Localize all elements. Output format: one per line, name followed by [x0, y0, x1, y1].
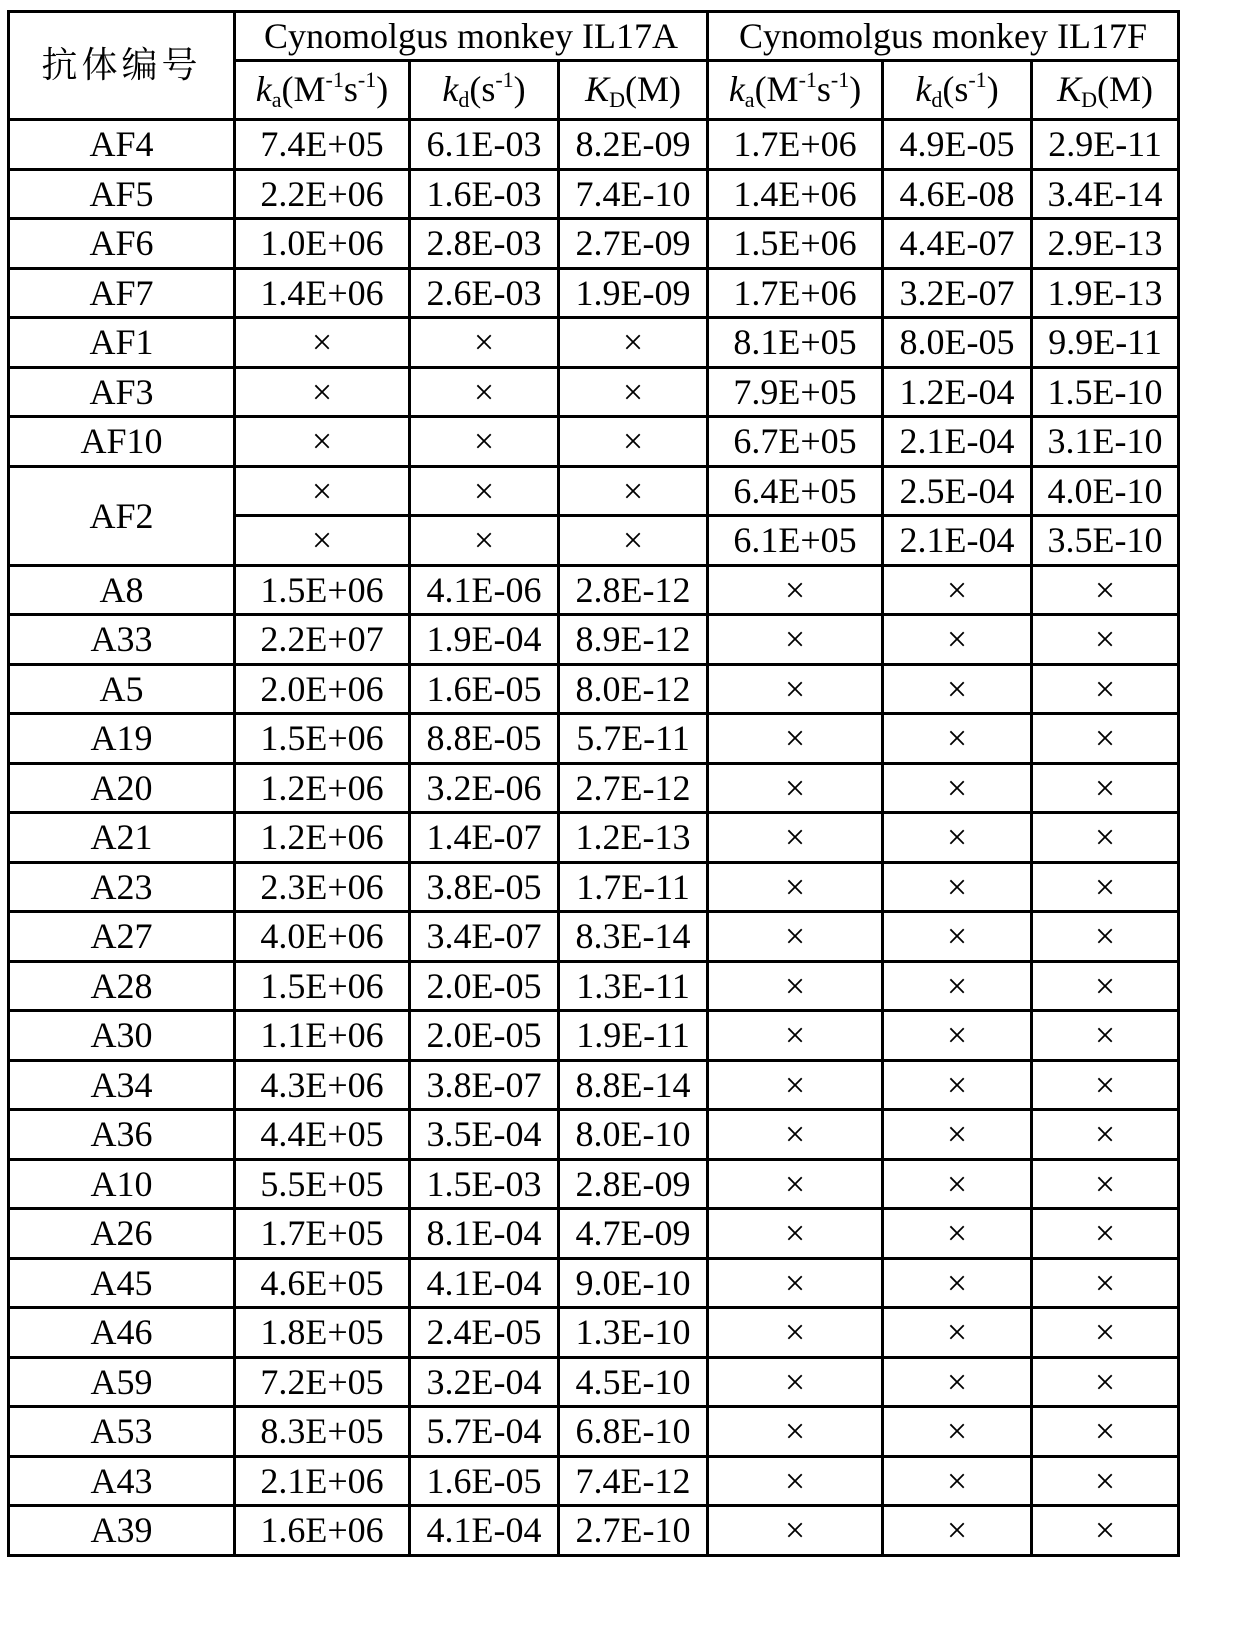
not-detected-cell: × [1032, 1357, 1179, 1407]
value-cell-KD-il17f: 3.1E-10 [1032, 417, 1179, 467]
value-cell-ka-il17a: 7.4E+05 [235, 120, 410, 170]
antibody-id-cell: A43 [9, 1456, 235, 1506]
not-detected-cell: × [1032, 1209, 1179, 1259]
not-detected-cell: × [235, 417, 410, 467]
antibody-id-cell: A26 [9, 1209, 235, 1259]
antibody-id-cell: A5 [9, 664, 235, 714]
not-detected-cell: × [1032, 912, 1179, 962]
not-detected-cell: × [235, 516, 410, 566]
value-cell-ka-il17f: 1.5E+06 [708, 219, 883, 269]
not-detected-cell: × [883, 1506, 1032, 1556]
rate-subscript: a [744, 87, 755, 112]
value-cell-KD-il17a: 7.4E-12 [559, 1456, 708, 1506]
unit-exponent: -1 [830, 67, 850, 92]
not-detected-cell: × [883, 1110, 1032, 1160]
not-detected-cell: × [1032, 1407, 1179, 1457]
not-detected-cell: × [883, 1011, 1032, 1061]
value-cell-ka-il17a: 8.3E+05 [235, 1407, 410, 1457]
table-row [9, 268, 1179, 318]
antibody-id-cell: A23 [9, 862, 235, 912]
unit-text: ) [513, 69, 526, 109]
not-detected-cell: × [1032, 1456, 1179, 1506]
not-detected-cell: × [1032, 813, 1179, 863]
value-cell-ka-il17f: 6.7E+05 [708, 417, 883, 467]
table-row [9, 219, 1179, 269]
rate-symbol: k [915, 69, 932, 109]
not-detected-cell: × [235, 318, 410, 368]
group-header-row [9, 12, 1179, 61]
value-cell-kd-il17a: 5.7E-04 [410, 1407, 559, 1457]
value-cell-kd-il17f: 4.6E-08 [883, 169, 1032, 219]
rate-symbol: K [1057, 69, 1082, 109]
rate-symbol: k [442, 69, 459, 109]
value-cell-KD-il17f: 9.9E-11 [1032, 318, 1179, 368]
table-row [9, 1159, 1179, 1209]
not-detected-cell: × [708, 1159, 883, 1209]
not-detected-cell: × [708, 714, 883, 764]
value-cell-kd-il17a: 1.6E-05 [410, 664, 559, 714]
value-cell-kd-il17a: 4.1E-06 [410, 565, 559, 615]
binding-kinetics-table [7, 10, 1180, 1557]
value-cell-KD-il17f: 1.9E-13 [1032, 268, 1179, 318]
value-cell-KD-il17a: 8.9E-12 [559, 615, 708, 665]
not-detected-cell: × [1032, 961, 1179, 1011]
table-row [9, 664, 1179, 714]
value-cell-KD-il17a: 1.3E-10 [559, 1308, 708, 1358]
value-cell-ka-il17a: 1.6E+06 [235, 1506, 410, 1556]
not-detected-cell: × [708, 615, 883, 665]
not-detected-cell: × [559, 367, 708, 417]
not-detected-cell: × [883, 912, 1032, 962]
value-cell-KD-il17f: 2.9E-11 [1032, 120, 1179, 170]
not-detected-cell: × [883, 813, 1032, 863]
value-cell-ka-il17a: 1.2E+06 [235, 763, 410, 813]
value-cell-ka-il17a: 2.2E+07 [235, 615, 410, 665]
antibody-id-cell: A36 [9, 1110, 235, 1160]
not-detected-cell: × [1032, 1159, 1179, 1209]
not-detected-cell: × [883, 1159, 1032, 1209]
not-detected-cell: × [410, 367, 559, 417]
value-cell-KD-il17a: 4.7E-09 [559, 1209, 708, 1259]
table-row [9, 1407, 1179, 1457]
not-detected-cell: × [1032, 714, 1179, 764]
value-cell-KD-il17f: 3.4E-14 [1032, 169, 1179, 219]
value-cell-kd-il17a: 3.8E-05 [410, 862, 559, 912]
not-detected-cell: × [1032, 664, 1179, 714]
antibody-id-cell: A19 [9, 714, 235, 764]
table-row [9, 714, 1179, 764]
value-cell-kd-il17a: 2.8E-03 [410, 219, 559, 269]
antibody-id-cell: AF1 [9, 318, 235, 368]
not-detected-cell: × [708, 1407, 883, 1457]
not-detected-cell: × [708, 1308, 883, 1358]
table-row [9, 1209, 1179, 1259]
value-cell-KD-il17a: 8.8E-14 [559, 1060, 708, 1110]
unit-text: (M [281, 69, 326, 109]
rate-subscript: D [609, 87, 625, 112]
value-cell-kd-il17a: 3.8E-07 [410, 1060, 559, 1110]
not-detected-cell: × [883, 1308, 1032, 1358]
table-row [9, 1506, 1179, 1556]
not-detected-cell: × [1032, 1110, 1179, 1160]
not-detected-cell: × [883, 862, 1032, 912]
not-detected-cell: × [559, 417, 708, 467]
value-cell-KD-il17f: 2.9E-13 [1032, 219, 1179, 269]
antibody-id-cell: A28 [9, 961, 235, 1011]
value-cell-kd-il17f: 8.0E-05 [883, 318, 1032, 368]
not-detected-cell: × [883, 1456, 1032, 1506]
value-cell-kd-il17a: 8.8E-05 [410, 714, 559, 764]
unit-text: s [816, 69, 831, 109]
value-cell-ka-il17a: 1.2E+06 [235, 813, 410, 863]
not-detected-cell: × [708, 565, 883, 615]
not-detected-cell: × [708, 763, 883, 813]
antibody-id-cell: A30 [9, 1011, 235, 1061]
antibody-id-cell: A20 [9, 763, 235, 813]
value-cell-ka-il17f: 8.1E+05 [708, 318, 883, 368]
not-detected-cell: × [708, 912, 883, 962]
value-cell-KD-il17a: 8.2E-09 [559, 120, 708, 170]
not-detected-cell: × [1032, 1506, 1179, 1556]
unit-text: (s [942, 69, 969, 109]
table-header [9, 12, 1179, 120]
unit-text: (M [754, 69, 799, 109]
table-row [9, 763, 1179, 813]
value-cell-KD-il17f: 1.5E-10 [1032, 367, 1179, 417]
antibody-id-cell: A10 [9, 1159, 235, 1209]
antibody-id-header: 抗体编号 [9, 12, 235, 120]
not-detected-cell: × [559, 318, 708, 368]
rate-symbol: K [585, 69, 610, 109]
not-detected-cell: × [1032, 615, 1179, 665]
antibody-id-cell: A27 [9, 912, 235, 962]
value-cell-ka-il17a: 4.4E+05 [235, 1110, 410, 1160]
value-cell-ka-il17a: 1.5E+06 [235, 714, 410, 764]
not-detected-cell: × [1032, 565, 1179, 615]
not-detected-cell: × [235, 466, 410, 516]
value-cell-ka-il17f: 6.1E+05 [708, 516, 883, 566]
unit-text: ) [849, 69, 862, 109]
antibody-id-cell: A21 [9, 813, 235, 863]
value-cell-ka-il17a: 1.5E+06 [235, 961, 410, 1011]
not-detected-cell: × [1032, 1308, 1179, 1358]
value-cell-kd-il17a: 3.2E-04 [410, 1357, 559, 1407]
value-cell-KD-il17a: 9.0E-10 [559, 1258, 708, 1308]
value-cell-KD-il17a: 2.7E-10 [559, 1506, 708, 1556]
table-row [9, 1308, 1179, 1358]
antibody-id-cell: A45 [9, 1258, 235, 1308]
table-row [9, 1456, 1179, 1506]
value-cell-kd-il17a: 3.5E-04 [410, 1110, 559, 1160]
rate-subscript: D [1081, 87, 1097, 112]
not-detected-cell: × [883, 1357, 1032, 1407]
not-detected-cell: × [883, 615, 1032, 665]
antibody-id-cell: A59 [9, 1357, 235, 1407]
unit-text: (M) [624, 69, 681, 109]
not-detected-cell: × [410, 516, 559, 566]
value-cell-ka-il17a: 1.7E+05 [235, 1209, 410, 1259]
value-cell-KD-il17a: 4.5E-10 [559, 1357, 708, 1407]
value-cell-kd-il17a: 1.5E-03 [410, 1159, 559, 1209]
value-cell-kd-il17f: 4.4E-07 [883, 219, 1032, 269]
antibody-id-cell: A34 [9, 1060, 235, 1110]
not-detected-cell: × [883, 664, 1032, 714]
unit-text: ) [376, 69, 389, 109]
value-cell-ka-il17a: 2.3E+06 [235, 862, 410, 912]
rate-subscript: d [458, 87, 470, 112]
value-cell-ka-il17f: 7.9E+05 [708, 367, 883, 417]
not-detected-cell: × [1032, 763, 1179, 813]
value-cell-kd-il17f: 2.1E-04 [883, 516, 1032, 566]
value-cell-kd-il17a: 2.4E-05 [410, 1308, 559, 1358]
not-detected-cell: × [708, 1506, 883, 1556]
not-detected-cell: × [883, 961, 1032, 1011]
not-detected-cell: × [708, 1456, 883, 1506]
subheader-KD-il17f [1032, 61, 1179, 120]
value-cell-ka-il17f: 1.7E+06 [708, 268, 883, 318]
value-cell-kd-il17a: 2.0E-05 [410, 1011, 559, 1061]
table-row [9, 862, 1179, 912]
not-detected-cell: × [235, 367, 410, 417]
unit-exponent: -1 [968, 67, 987, 92]
not-detected-cell: × [708, 813, 883, 863]
value-cell-ka-il17a: 5.5E+05 [235, 1159, 410, 1209]
table-row [9, 318, 1179, 368]
value-cell-KD-il17f: 4.0E-10 [1032, 466, 1179, 516]
value-cell-kd-il17f: 2.1E-04 [883, 417, 1032, 467]
not-detected-cell: × [559, 516, 708, 566]
not-detected-cell: × [708, 1011, 883, 1061]
value-cell-kd-il17a: 1.9E-04 [410, 615, 559, 665]
value-cell-kd-il17f: 1.2E-04 [883, 367, 1032, 417]
antibody-id-cell: A33 [9, 615, 235, 665]
group-header-il17a: Cynomolgus monkey IL17A [235, 12, 708, 61]
unit-text: (M) [1096, 69, 1153, 109]
not-detected-cell: × [708, 961, 883, 1011]
value-cell-ka-il17a: 1.0E+06 [235, 219, 410, 269]
value-cell-kd-il17a: 3.2E-06 [410, 763, 559, 813]
value-cell-kd-il17a: 4.1E-04 [410, 1506, 559, 1556]
unit-exponent: -1 [357, 67, 377, 92]
subheader-kd-il17f [883, 61, 1032, 120]
rate-symbol: k [728, 69, 745, 109]
not-detected-cell: × [883, 1060, 1032, 1110]
value-cell-KD-il17a: 1.2E-13 [559, 813, 708, 863]
not-detected-cell: × [708, 1258, 883, 1308]
subheader-ka-il17a [235, 61, 410, 120]
unit-text: s [343, 69, 358, 109]
value-cell-KD-il17a: 8.0E-10 [559, 1110, 708, 1160]
value-cell-KD-il17a: 6.8E-10 [559, 1407, 708, 1457]
unit-exponent: -1 [798, 67, 817, 92]
value-cell-ka-il17a: 2.0E+06 [235, 664, 410, 714]
table-row [9, 615, 1179, 665]
value-cell-KD-il17a: 2.8E-12 [559, 565, 708, 615]
value-cell-kd-il17a: 3.4E-07 [410, 912, 559, 962]
not-detected-cell: × [883, 565, 1032, 615]
not-detected-cell: × [410, 466, 559, 516]
table-row [9, 417, 1179, 467]
value-cell-ka-il17a: 2.2E+06 [235, 169, 410, 219]
value-cell-KD-il17a: 1.7E-11 [559, 862, 708, 912]
value-cell-ka-il17a: 1.8E+05 [235, 1308, 410, 1358]
value-cell-ka-il17a: 1.5E+06 [235, 565, 410, 615]
rate-subscript: d [931, 87, 943, 112]
table-row [9, 912, 1179, 962]
table-row [9, 813, 1179, 863]
antibody-id-cell: AF4 [9, 120, 235, 170]
table-body [9, 120, 1179, 1556]
not-detected-cell: × [708, 1209, 883, 1259]
value-cell-KD-il17a: 8.3E-14 [559, 912, 708, 962]
not-detected-cell: × [1032, 1060, 1179, 1110]
value-cell-KD-il17a: 2.7E-09 [559, 219, 708, 269]
rate-subscript: a [271, 87, 282, 112]
table-row [9, 1357, 1179, 1407]
value-cell-ka-il17a: 4.0E+06 [235, 912, 410, 962]
antibody-id-cell: AF7 [9, 268, 235, 318]
value-cell-KD-il17a: 1.9E-11 [559, 1011, 708, 1061]
table-row [9, 169, 1179, 219]
table-row [9, 466, 1179, 516]
not-detected-cell: × [708, 1110, 883, 1160]
subheader-KD-il17a [559, 61, 708, 120]
subheader-ka-il17f [708, 61, 883, 120]
subheader-kd-il17a [410, 61, 559, 120]
unit-text: (s [469, 69, 496, 109]
not-detected-cell: × [708, 1060, 883, 1110]
value-cell-kd-il17a: 1.6E-05 [410, 1456, 559, 1506]
antibody-id-cell: AF2 [9, 466, 235, 565]
table-row [9, 1258, 1179, 1308]
antibody-id-cell: A39 [9, 1506, 235, 1556]
antibody-id-cell: AF3 [9, 367, 235, 417]
antibody-id-cell: A53 [9, 1407, 235, 1457]
value-cell-KD-il17f: 3.5E-10 [1032, 516, 1179, 566]
value-cell-kd-il17a: 1.6E-03 [410, 169, 559, 219]
value-cell-KD-il17a: 2.7E-12 [559, 763, 708, 813]
antibody-id-cell: AF6 [9, 219, 235, 269]
value-cell-ka-il17f: 1.4E+06 [708, 169, 883, 219]
unit-exponent: -1 [325, 67, 344, 92]
value-cell-kd-il17f: 3.2E-07 [883, 268, 1032, 318]
table-row [9, 367, 1179, 417]
antibody-id-cell: A8 [9, 565, 235, 615]
value-cell-kd-il17a: 6.1E-03 [410, 120, 559, 170]
value-cell-kd-il17a: 4.1E-04 [410, 1258, 559, 1308]
value-cell-ka-il17a: 2.1E+06 [235, 1456, 410, 1506]
value-cell-kd-il17f: 4.9E-05 [883, 120, 1032, 170]
value-cell-ka-il17f: 1.7E+06 [708, 120, 883, 170]
not-detected-cell: × [1032, 862, 1179, 912]
value-cell-KD-il17a: 8.0E-12 [559, 664, 708, 714]
value-cell-ka-il17a: 7.2E+05 [235, 1357, 410, 1407]
value-cell-KD-il17a: 1.9E-09 [559, 268, 708, 318]
unit-text: ) [986, 69, 999, 109]
table-row [9, 961, 1179, 1011]
table-row [9, 565, 1179, 615]
value-cell-ka-il17a: 1.1E+06 [235, 1011, 410, 1061]
table-row [9, 1110, 1179, 1160]
rate-symbol: k [255, 69, 272, 109]
not-detected-cell: × [708, 862, 883, 912]
not-detected-cell: × [410, 318, 559, 368]
not-detected-cell: × [708, 664, 883, 714]
value-cell-ka-il17a: 1.4E+06 [235, 268, 410, 318]
not-detected-cell: × [883, 1209, 1032, 1259]
value-cell-ka-il17a: 4.6E+05 [235, 1258, 410, 1308]
value-cell-kd-il17f: 2.5E-04 [883, 466, 1032, 516]
value-cell-kd-il17a: 2.0E-05 [410, 961, 559, 1011]
unit-exponent: -1 [495, 67, 514, 92]
not-detected-cell: × [559, 466, 708, 516]
not-detected-cell: × [708, 1357, 883, 1407]
value-cell-KD-il17a: 1.3E-11 [559, 961, 708, 1011]
antibody-id-cell: AF5 [9, 169, 235, 219]
table-row [9, 1060, 1179, 1110]
value-cell-kd-il17a: 2.6E-03 [410, 268, 559, 318]
antibody-id-cell: A46 [9, 1308, 235, 1358]
not-detected-cell: × [1032, 1011, 1179, 1061]
table-row [9, 120, 1179, 170]
not-detected-cell: × [883, 763, 1032, 813]
value-cell-KD-il17a: 5.7E-11 [559, 714, 708, 764]
antibody-id-cell: AF10 [9, 417, 235, 467]
not-detected-cell: × [883, 714, 1032, 764]
value-cell-kd-il17a: 8.1E-04 [410, 1209, 559, 1259]
table-row [9, 1011, 1179, 1061]
value-cell-KD-il17a: 7.4E-10 [559, 169, 708, 219]
value-cell-ka-il17a: 4.3E+06 [235, 1060, 410, 1110]
not-detected-cell: × [410, 417, 559, 467]
not-detected-cell: × [883, 1258, 1032, 1308]
not-detected-cell: × [1032, 1258, 1179, 1308]
group-header-il17f: Cynomolgus monkey IL17F [708, 12, 1179, 61]
value-cell-ka-il17f: 6.4E+05 [708, 466, 883, 516]
value-cell-KD-il17a: 2.8E-09 [559, 1159, 708, 1209]
value-cell-kd-il17a: 1.4E-07 [410, 813, 559, 863]
not-detected-cell: × [883, 1407, 1032, 1457]
